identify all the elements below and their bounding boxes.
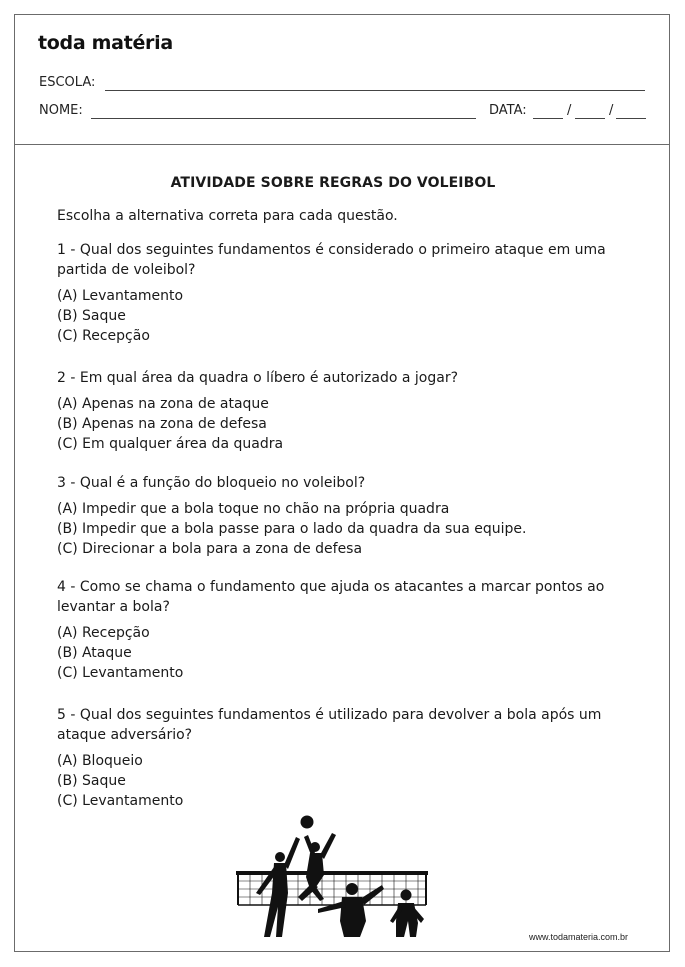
question-3 [57,473,617,559]
answer-option[interactable]: (A) Impedir que a bola toque no chão na própria quadra [57,501,450,517]
name-label: NOME: [39,103,83,118]
date-day-line[interactable] [533,118,563,119]
answer-option[interactable]: (B) Saque [57,773,126,789]
volleyball-players-icon [220,797,450,937]
worksheet-instruction: Escolha a alternativa correta para cada questão. [57,208,398,224]
question-text: 1 - Qual dos seguintes fundamentos é considerado o primeiro ataque em uma partida de voleibol? [57,242,606,278]
question-5 [57,705,617,811]
answer-option[interactable]: (C) Recepção [57,328,150,344]
answer-option[interactable]: (C) Direcionar a bola para a zona de defesa [57,541,363,557]
question-1 [57,240,617,346]
name-input-line[interactable] [91,118,476,119]
answer-option[interactable]: (C) Levantamento [57,793,184,809]
answer-option[interactable]: (B) Apenas na zona de defesa [57,416,267,432]
answer-option[interactable]: (B) Impedir que a bola passe para o lado da quadra da sua equipe. [57,521,527,537]
answer-option[interactable]: (B) Ataque [57,645,132,661]
answer-option[interactable]: (B) Saque [57,308,126,324]
school-input-line[interactable] [105,90,645,91]
answer-option[interactable]: (A) Recepção [57,625,150,641]
answer-option[interactable]: (C) Levantamento [57,665,184,681]
question-4 [57,577,617,683]
date-year-line[interactable] [616,118,646,119]
date-separator: / [609,103,614,118]
question-text: 4 - Como se chama o fundamento que ajuda os atacantes a marcar pontos ao levantar a bola? [57,579,605,615]
question-2 [57,368,617,454]
school-label: ESCOLA: [39,75,96,90]
worksheet-title: ATIVIDADE SOBRE REGRAS DO VOLEIBOL [170,175,496,191]
question-text: 5 - Qual dos seguintes fundamentos é utilizado para devolver a bola após um ataque adversário? [57,707,602,743]
brand-logo: toda matéria [38,32,173,54]
website-url: www.todamateria.com.br [529,932,629,942]
date-label: DATA: [489,103,527,118]
worksheet-header [15,15,669,145]
answer-option[interactable]: (C) Em qualquer área da quadra [57,436,284,452]
answer-option[interactable]: (A) Levantamento [57,288,184,304]
question-text: 3 - Qual é a função do bloqueio no voleibol? [57,475,366,491]
question-text: 2 - Em qual área da quadra o líbero é autorizado a jogar? [57,370,459,386]
date-separator: / [567,103,572,118]
date-month-line[interactable] [575,118,605,119]
answer-option[interactable]: (A) Apenas na zona de ataque [57,396,269,412]
answer-option[interactable]: (A) Bloqueio [57,753,143,769]
